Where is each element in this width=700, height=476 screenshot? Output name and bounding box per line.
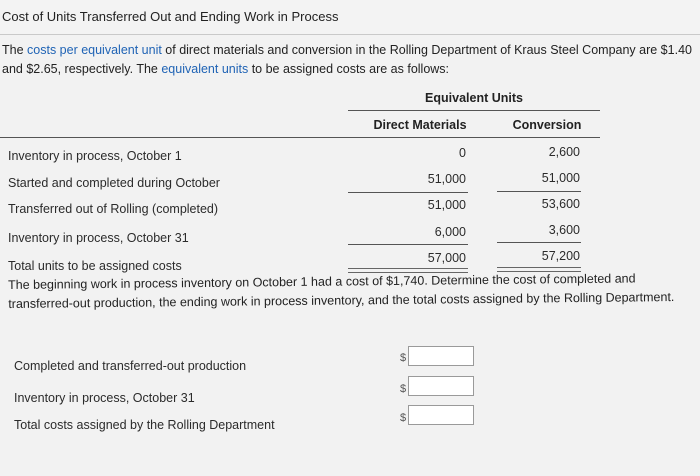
answer-label-transferred-out: Completed and transferred-out production <box>14 359 247 373</box>
currency-symbol: $ <box>400 352 407 364</box>
dm-started-completed: 51,000 <box>427 172 466 186</box>
transferred-out-cost-input[interactable] <box>408 346 474 366</box>
row-label-started-completed: Started and completed during October <box>8 176 220 190</box>
header-bar <box>0 0 700 35</box>
equivalent-units-header: Equivalent Units <box>425 91 523 105</box>
intro-text-1: The <box>2 43 28 57</box>
conversion-header: Conversion <box>512 118 582 132</box>
answer-label-total-costs: Total costs assigned by the Rolling Department <box>14 418 275 432</box>
answer-label-inventory-oct31: Inventory in process, October 31 <box>14 391 195 405</box>
row-label-transferred-out: Transferred out of Rolling (completed) <box>8 202 219 216</box>
conv-inventory-oct31: 3,600 <box>548 223 580 237</box>
costs-per-equivalent-unit-link[interactable]: costs per equivalent unit <box>27 43 162 57</box>
dm-total-units: 57,000 <box>427 251 466 265</box>
conv-subtotal-rule <box>497 191 581 192</box>
dm-transferred-out: 51,000 <box>427 198 466 212</box>
dm-total-rule <box>348 244 468 245</box>
equivalent-units-link[interactable]: equivalent units <box>161 62 249 76</box>
currency-symbol: $ <box>400 383 407 395</box>
intro-text-3: to be assigned costs are as follows: <box>248 62 450 76</box>
ending-inventory-cost-input[interactable] <box>408 376 474 396</box>
row-label-inventory-oct31: Inventory in process, October 31 <box>8 231 189 245</box>
problem-intro <box>2 41 692 79</box>
dm-inventory-oct1: 0 <box>459 146 466 160</box>
conv-total-rule <box>497 242 581 243</box>
row-label-inventory-oct1: Inventory in process, October 1 <box>8 149 182 163</box>
problem-title: Cost of Units Transferred Out and Ending Work in Process <box>2 9 339 24</box>
row-label-total-units: Total units to be assigned costs <box>8 259 182 273</box>
column-header-rule <box>0 137 600 138</box>
group-header-rule <box>348 110 600 111</box>
direct-materials-header: Direct Materials <box>373 118 467 132</box>
conv-inventory-oct1: 2,600 <box>548 145 580 159</box>
question-text: The beginning work in process inventory on October 1 had a cost of $1,740. Determine the cost of completed and transferred-out production, the ending work in process inventory, and the total costs assigned by the Rolling Department. <box>8 271 675 311</box>
dm-inventory-oct31: 6,000 <box>434 225 466 239</box>
conv-started-completed: 51,000 <box>541 171 580 185</box>
conv-total-units: 57,200 <box>541 249 580 263</box>
total-costs-input[interactable] <box>408 405 474 425</box>
currency-symbol: $ <box>400 412 407 424</box>
conv-transferred-out: 53,600 <box>541 197 580 211</box>
dm-subtotal-rule <box>348 192 468 193</box>
intro-text-2: of direct materials and conversion in the Rolling Department of Kraus Steel Company are $1.40 and $2.65, respectively. The <box>2 43 692 76</box>
